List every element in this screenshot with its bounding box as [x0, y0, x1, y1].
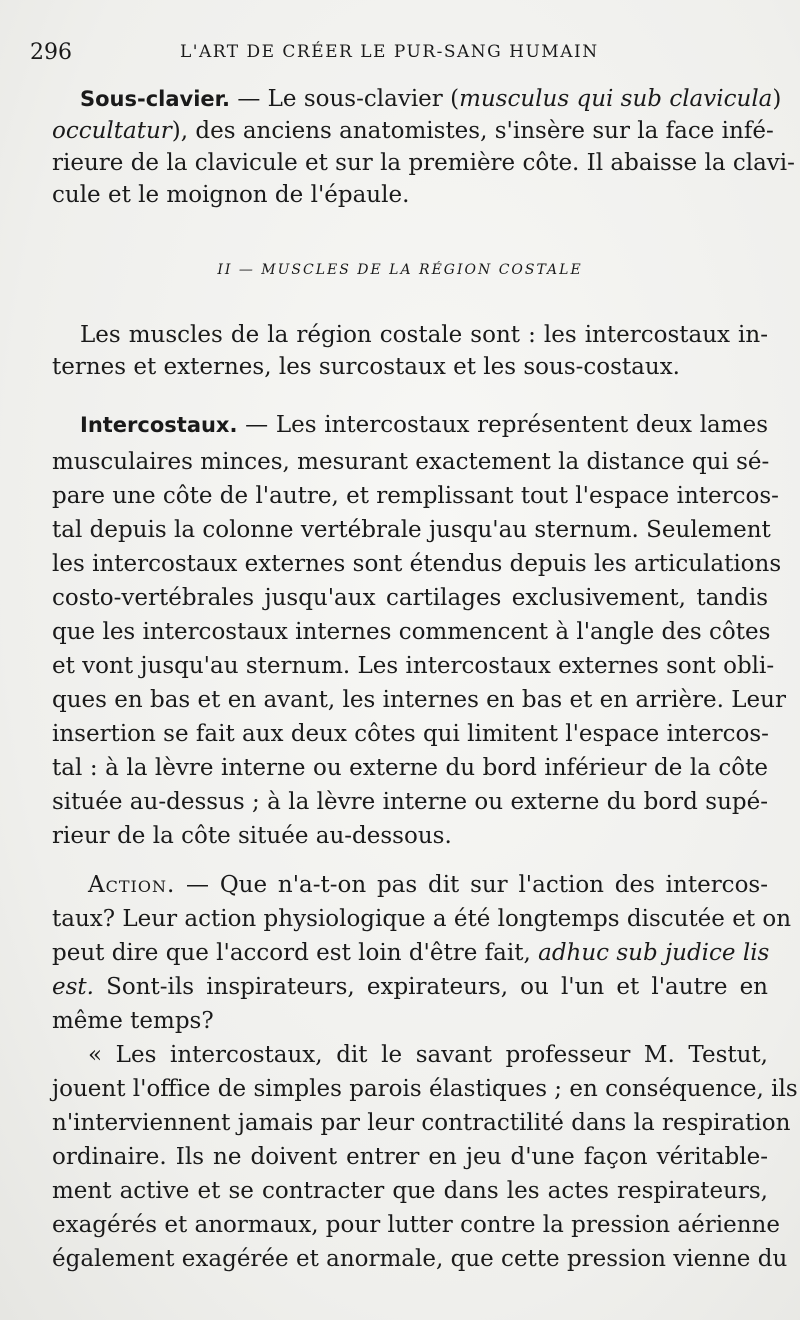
text-line: rieur de la côte située au-dessous. — [52, 823, 452, 849]
term-sous-clavier: Sous-clavier. — [80, 87, 231, 111]
text-line: exagérés et anormaux, pour lutter contre la pression aérienne — [52, 1212, 780, 1238]
text-line: est. Sont-ils inspirateurs, expirateurs, ou l'un et l'autre en — [52, 974, 768, 1000]
page-number: 296 — [30, 40, 72, 65]
text-line: et vont jusqu'au sternum. Les intercostaux externes sont obli- — [52, 653, 775, 679]
text-line: tal depuis la colonne vertébrale jusqu'au sternum. Seulement — [52, 517, 771, 543]
text-line: ment active et se contracter que dans les actes respirateurs, — [52, 1178, 768, 1204]
text-line: cule et le moignon de l'épaule. — [52, 182, 410, 208]
text-line: insertion se fait aux deux côtes qui limitent l'espace intercos- — [52, 721, 769, 747]
section-heading: II — MUSCLES DE LA RÉGION COSTALE — [217, 262, 583, 278]
text-line: également exagérée et anormale, que cette pression vienne du — [52, 1246, 788, 1272]
text-line: ques en bas et en avant, les internes en bas et en arrière. Leur — [52, 687, 786, 713]
text-line: musculaires minces, mesurant exactement la distance qui sé- — [52, 449, 770, 475]
text-line: costo-vertébrales jusqu'aux cartilages exclusivement, tandis — [52, 585, 768, 611]
text-line: jouent l'office de simples parois élastiques ; en conséquence, ils — [52, 1076, 798, 1102]
text-line: rieure de la clavicule et sur la première côte. Il abaisse la clavi- — [52, 150, 795, 176]
text-line: située au-dessus ; à la lèvre interne ou externe du bord supé- — [52, 789, 768, 815]
running-title: L'ART DE CRÉER LE PUR-SANG HUMAIN — [180, 42, 599, 62]
text-line: tal : à la lèvre interne ou externe du bord inférieur de la côte — [52, 755, 768, 781]
text-line: peut dire que l'accord est loin d'être fait, adhuc sub judice lis — [52, 940, 770, 966]
text-line: « Les intercostaux, dit le savant professeur M. Testut, — [88, 1042, 768, 1068]
text-line: les intercostaux externes sont étendus depuis les articulations — [52, 551, 782, 577]
text-line: occultatur), des anciens anatomistes, s'insère sur la face infé- — [52, 118, 774, 144]
text-line: même temps? — [52, 1008, 214, 1034]
text-line: Intercostaux. — Les intercostaux représentent deux lames — [80, 412, 768, 438]
text-line: taux? Leur action physiologique a été longtemps discutée et on — [52, 906, 792, 932]
text-line: ternes et externes, les surcostaux et les sous-costaux. — [52, 354, 680, 380]
text-line: Les muscles de la région costale sont : les intercostaux in- — [80, 322, 768, 348]
text-line: que les intercostaux internes commencent à l'angle des côtes — [52, 619, 771, 645]
running-head — [30, 40, 750, 70]
text-line: ordinaire. Ils ne doivent entrer en jeu d'une façon véritable- — [52, 1144, 768, 1170]
term-action: Action. — [88, 872, 176, 898]
term-intercostaux: Intercostaux. — [80, 413, 238, 437]
text-line: Action. — Que n'a-t-on pas dit sur l'action des intercos- — [88, 872, 768, 898]
text-line: pare une côte de l'autre, et remplissant tout l'espace intercos- — [52, 483, 779, 509]
text-line: n'interviennent jamais par leur contractilité dans la respiration — [52, 1110, 791, 1136]
text-line: Sous-clavier. — Le sous-clavier (musculus qui sub clavicula) — [80, 86, 782, 112]
